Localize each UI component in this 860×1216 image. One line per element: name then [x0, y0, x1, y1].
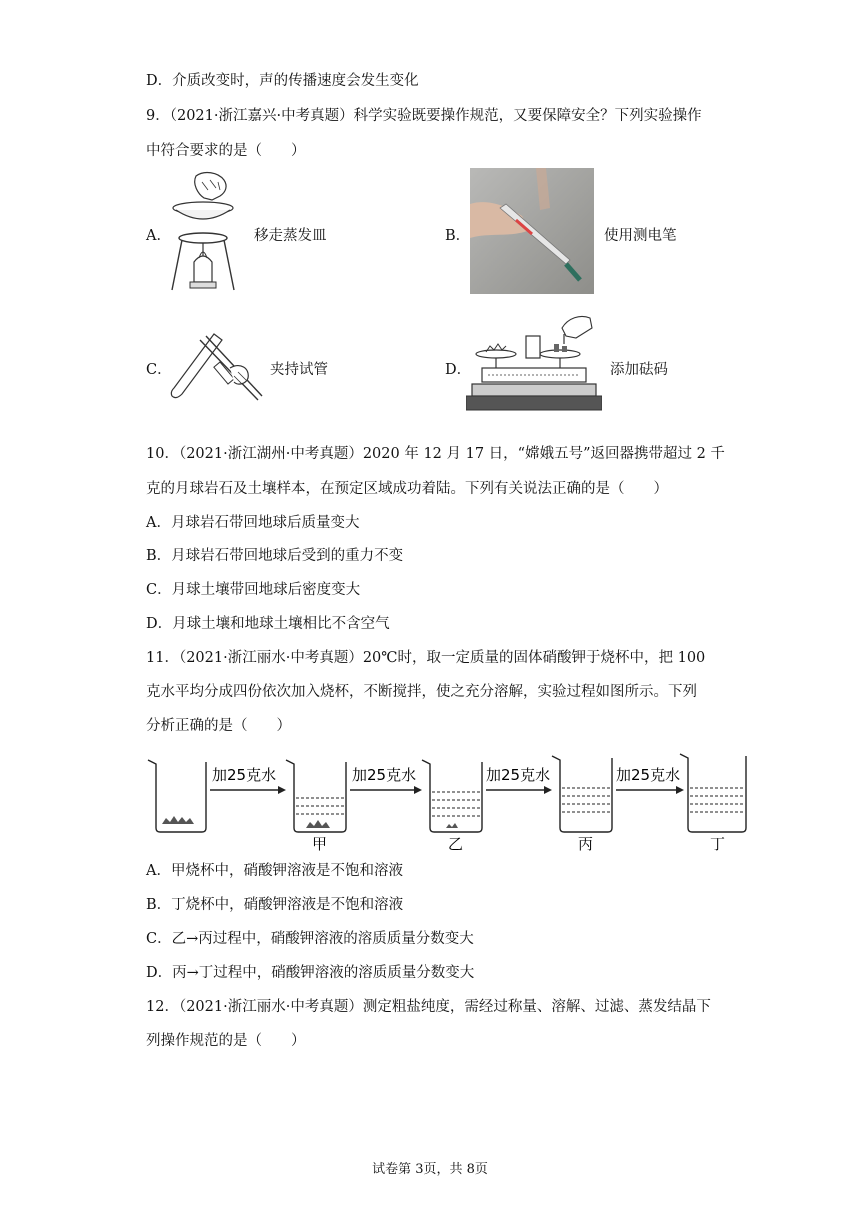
arrow-4-label: 加25克水: [616, 766, 681, 784]
q11-option-c: C．乙→丙过程中，硝酸钾溶液的溶质质量分数变大: [146, 931, 474, 947]
test-pen-photo-icon: [470, 168, 594, 294]
q10-stem-line1: 10．（2021·浙江湖州·中考真题）2020 年 12 月 17 日，“嫦娥五号”返回器携带超过 2 千: [146, 446, 725, 462]
evaporating-dish-hand-icon: [168, 170, 238, 294]
q11-option-d: D．丙→丁过程中，硝酸钾溶液的溶质质量分数变大: [146, 965, 475, 981]
q8-option-d: D．介质改变时，声的传播速度会发生变化: [146, 73, 419, 89]
beaker-ding-label: 丁: [710, 835, 726, 852]
q11-option-b: B．丁烧杯中，硝酸钾溶液是不饱和溶液: [146, 897, 404, 913]
q11-option-a: A．甲烧杯中，硝酸钾溶液是不饱和溶液: [146, 863, 403, 879]
q9-option-d-caption: 添加砝码: [610, 362, 668, 378]
q10-stem-line2: 克的月球岩石及土壤样本，在预定区域成功着陆。下列有关说法正确的是（ ）: [146, 481, 668, 497]
q10-option-d: D．月球土壤和地球土壤相比不含空气: [146, 616, 390, 632]
beaker-initial: [148, 760, 206, 832]
q12-stem-line2: 列操作规范的是（ ）: [146, 1033, 306, 1049]
q9-stem-line1: 9．（2021·浙江嘉兴·中考真题）科学实验既要操作规范，又要保障安全？下列实验操作: [146, 108, 702, 124]
beaker-jia: [286, 760, 346, 852]
arrow-2-label: 加25克水: [352, 766, 417, 784]
beaker-yi-label: 乙: [448, 835, 464, 852]
q10-option-a: A．月球岩石带回地球后质量变大: [146, 515, 360, 531]
arrow-2: [350, 766, 422, 794]
dissolution-process-figure: [146, 752, 756, 852]
beaker-yi: [422, 760, 482, 852]
q9-option-a-letter: A．: [146, 228, 171, 244]
page-footer: 试卷第 3页，共 8页: [372, 1162, 488, 1177]
beaker-ding: [680, 754, 746, 852]
q9-option-c-caption: 夹持试管: [270, 362, 328, 378]
balance-scale-icon: [466, 310, 602, 416]
q11-stem-line1: 11．（2021·浙江丽水·中考真题）20℃时，取一定质量的固体硝酸钾于烧杯中，把 100: [146, 650, 706, 666]
q9-option-c-letter: C．: [146, 362, 172, 378]
q12-stem-line1: 12．（2021·浙江丽水·中考真题）测定粗盐纯度，需经过称量、溶解、过滤、蒸发结晶下: [146, 999, 711, 1015]
q10-option-c: C．月球土壤带回地球后密度变大: [146, 582, 361, 598]
q9-option-b-caption: 使用测电笔: [604, 228, 677, 244]
q9-option-a-caption: 移走蒸发皿: [254, 228, 327, 244]
test-tube-holder-icon: [168, 322, 264, 406]
beaker-bing: [552, 756, 612, 852]
arrow-3-label: 加25克水: [486, 766, 551, 784]
arrow-3: [486, 766, 552, 794]
beaker-jia-label: 甲: [312, 835, 328, 852]
arrow-1-label: 加25克水: [212, 766, 277, 784]
q10-option-b: B．月球岩石带回地球后受到的重力不变: [146, 548, 404, 564]
arrow-4: [616, 766, 684, 794]
beaker-bing-label: 丙: [578, 835, 594, 852]
q9-option-d-letter: D．: [445, 362, 472, 378]
q9-stem-line2: 中符合要求的是（ ）: [146, 143, 306, 159]
q9-option-b-letter: B．: [445, 228, 471, 244]
q11-stem-line2: 克水平均分成四份依次加入烧杯，不断搅拌，使之充分溶解，实验过程如图所示。下列: [146, 684, 697, 700]
q11-stem-line3: 分析正确的是（ ）: [146, 718, 291, 734]
arrow-1: [210, 766, 286, 794]
